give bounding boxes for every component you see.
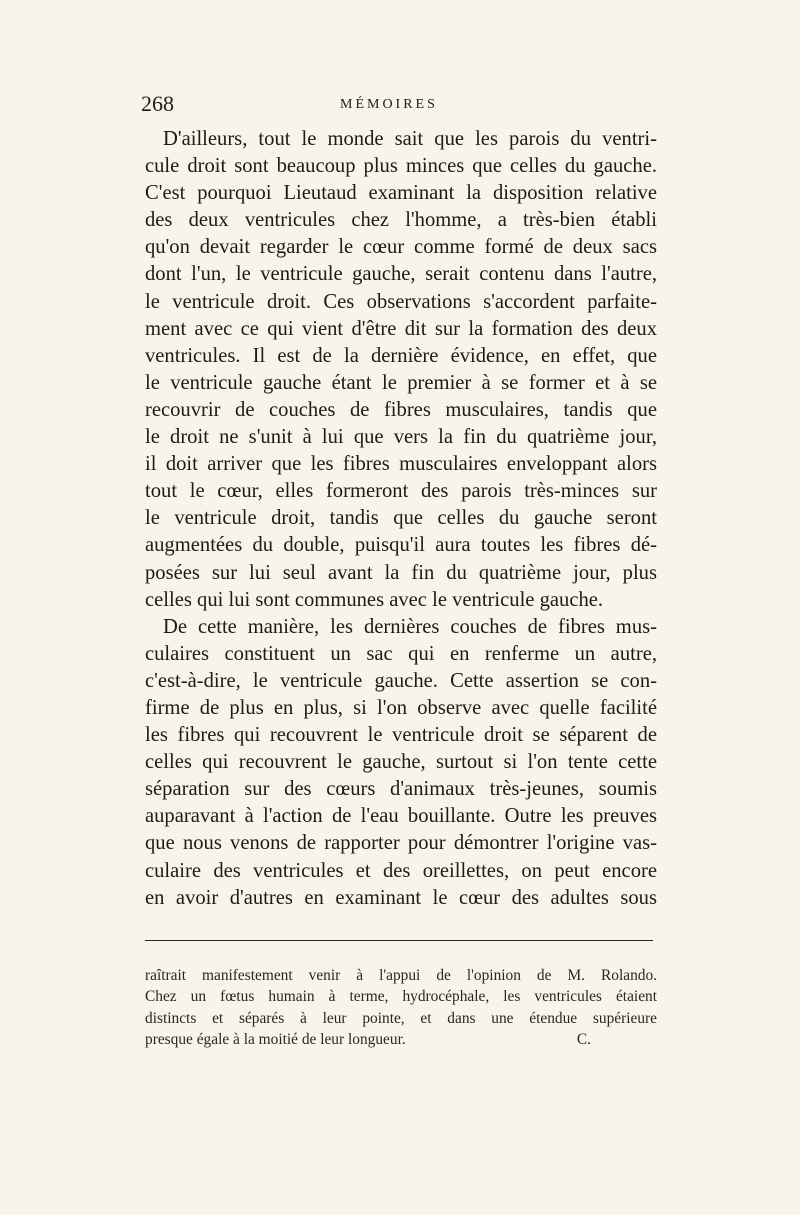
text-line: les fibres qui recouvrent le ventricule droit se séparent de: [145, 724, 657, 747]
text-line: qu'on devait regarder le cœur comme formé de deux sacs: [145, 236, 657, 259]
footnote-line: distincts et séparés à leur pointe, et dans une étendue supérieure: [145, 1009, 657, 1027]
text-line: De cette manière, les dernières couches de fibres mus-: [163, 615, 657, 638]
text-line: D'ailleurs, tout le monde sait que les parois du ventri-: [163, 128, 657, 150]
text-line: augmentées du double, puisqu'il aura toutes les fibres dé-: [145, 534, 657, 557]
text-line: cule droit sont beaucoup plus minces que celles du gauche.: [145, 155, 657, 178]
text-line: des deux ventricules chez l'homme, a très-bien établi: [145, 209, 657, 232]
text-line: dont l'un, le ventricule gauche, serait contenu dans l'autre,: [145, 263, 657, 286]
text-line: il doit arriver que les fibres musculaires enveloppant alors: [145, 453, 657, 476]
running-head: MÉMOIRES: [340, 97, 438, 112]
text-line: posées sur lui seul avant la fin du quatrième jour, plus: [145, 561, 657, 584]
text-line: recouvrir de couches de fibres musculaires, tandis que: [145, 398, 657, 421]
text-line: auparavant à l'action de l'eau bouillante. Outre les preuves: [145, 805, 657, 828]
text-line: culaires constituent un sac qui en renferme un autre,: [145, 642, 657, 665]
text-line: ventricules. Il est de la dernière évidence, en effet, que: [145, 344, 657, 367]
page-number: 268: [141, 91, 174, 116]
text-line: en avoir d'autres en examinant le cœur des adultes sous: [145, 886, 657, 909]
footnote-line: Chez un fœtus humain à terme, hydrocéphale, les ventricules étaient: [145, 988, 657, 1006]
book-page: [141, 91, 657, 1051]
body-text: [145, 126, 657, 912]
footnote-divider: [145, 940, 653, 941]
text-line: le ventricule droit. Ces observations s'accordent parfaite-: [145, 290, 657, 313]
footnote: [145, 965, 657, 1051]
footnote-last-line: [145, 1029, 657, 1051]
text-line: celles qui lui sont communes avec le ventricule gauche.: [145, 588, 604, 611]
text-line: culaire des ventricules et des oreillettes, on peut encore: [145, 859, 657, 882]
text-line: tout le cœur, elles formeront des parois très-minces sur: [145, 480, 657, 503]
text-line: que nous venons de rapporter pour démontrer l'origine vas-: [145, 832, 657, 855]
footnote-line: raîtrait manifestement venir à l'appui de l'opinion de M. Rolando.: [145, 966, 657, 984]
paragraph-1: [145, 126, 657, 614]
text-line: celles qui recouvrent le gauche, surtout si l'on tente cette: [145, 751, 657, 774]
paragraph-2: [145, 614, 657, 912]
page-header: [141, 91, 657, 126]
text-line: le ventricule droit, tandis que celles du gauche seront: [145, 507, 657, 530]
text-line: C'est pourquoi Lieutaud examinant la disposition relative: [145, 182, 657, 205]
footnote-signature: C.: [576, 1031, 591, 1049]
text-line: le droit ne s'unit à lui que vers la fin du quatrième jour,: [145, 426, 657, 449]
text-line: ment avec ce qui vient d'être dit sur la formation des deux: [145, 317, 657, 340]
footnote-line-text: presque égale à la moitié de leur longueur.: [145, 1031, 406, 1049]
text-line: le ventricule gauche étant le premier à se former et à se: [145, 371, 657, 394]
text-line: c'est-à-dire, le ventricule gauche. Cette assertion se con-: [145, 669, 657, 692]
text-line: séparation sur des cœurs d'animaux très-jeunes, soumis: [145, 778, 657, 801]
text-line: firme de plus en plus, si l'on observe avec quelle facilité: [145, 696, 657, 719]
